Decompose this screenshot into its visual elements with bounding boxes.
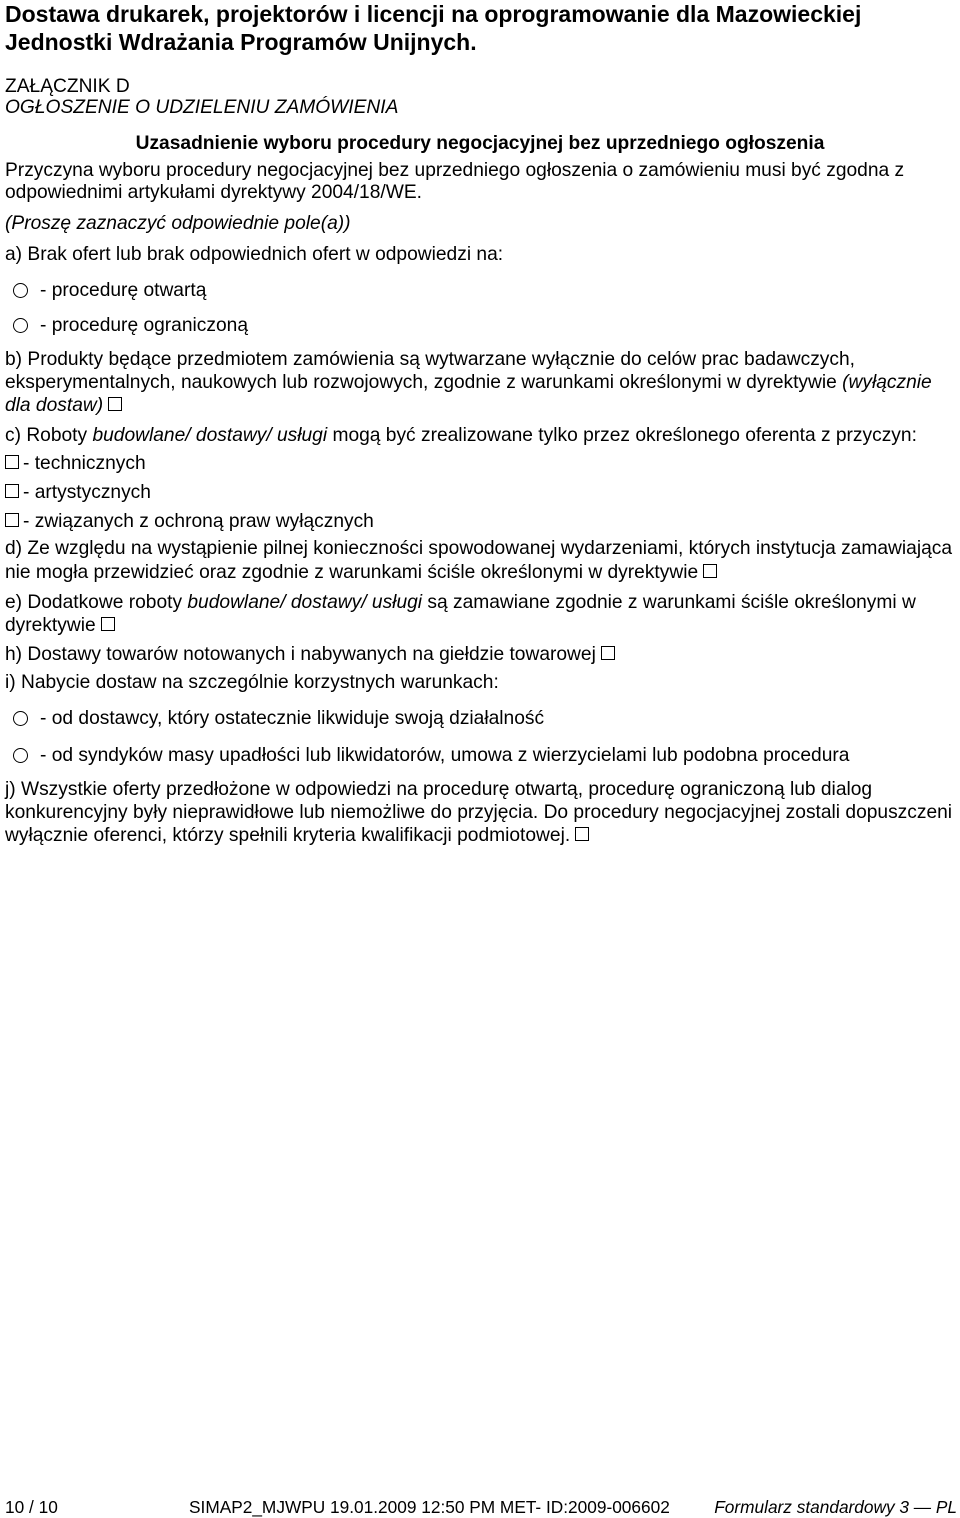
radio-option-restricted-procedure[interactable] <box>13 314 248 337</box>
radio-option-label: - od dostawcy, który ostatecznie likwiduje swoją działalność <box>40 707 545 729</box>
reason-e-contract-types: budowlane/ dostawy/ usługi <box>187 591 423 613</box>
section-intro: Przyczyna wyboru procedury negocjacyjnej bez uprzedniego ogłoszenia o zamówieniu musi być zgodna z odpowiednimi artykułami dyrektywy 2004/18/WE. <box>5 160 905 203</box>
checkbox-option-exclusive-rights[interactable] <box>5 510 959 533</box>
checkbox-option-artistic[interactable] <box>5 481 959 504</box>
radio-option-label: - od syndyków masy upadłości lub likwidatorów, umowa z wierzycielami lub podobna procedura <box>40 744 850 766</box>
instruction-text: (Proszę zaznaczyć odpowiednie pole(a)) <box>5 212 351 234</box>
reason-j <box>5 778 959 847</box>
reason-i-text: i) Nabycie dostaw na szczególnie korzystnych warunkach: <box>5 671 499 693</box>
reason-j-text: j) Wszystkie oferty przedłożone w odpowiedzi na procedurę otwartą, procedurę ograniczoną lub dialog konkurencyjny były nieprawidłowe lub niemożliwe do przyjęcia. Do procedury negocjacyjnej zostali dopuszczeni wyłącznie oferenci, którzy spełnili kryteria kwalifikacji podmiotowej. <box>5 778 953 846</box>
checkbox[interactable] <box>5 455 19 469</box>
reason-e <box>5 591 959 637</box>
page-number: 10 / 10 <box>5 1497 58 1517</box>
document-title: Dostawa drukarek, projektorów i licencji na oprogramowanie dla Mazowieckiej Jednostki Wdrażania Programów Unijnych. <box>5 1 862 55</box>
radio-option-open-procedure[interactable] <box>13 279 206 302</box>
radio-option-receivers-liquidators[interactable] <box>13 744 849 767</box>
reason-a-text: a) Brak ofert lub brak odpowiednich ofert w odpowiedzi na: <box>5 243 504 265</box>
reason-h <box>5 643 959 666</box>
reason-e-text-before: e) Dodatkowe roboty <box>5 591 183 613</box>
radio-option-label: - procedurę ograniczoną <box>40 314 248 336</box>
reason-b-note: (wyłącznie dla dostaw) <box>5 371 932 416</box>
reason-c-text-after: mogą być zrealizowane tylko przez określonego oferenta z przyczyn: <box>332 424 917 446</box>
reason-c-text-before: c) Roboty <box>5 424 88 446</box>
checkbox-option-label: - związanych z ochroną praw wyłącznych <box>23 510 374 532</box>
reason-e-checkbox[interactable] <box>101 617 115 631</box>
reason-d <box>5 537 959 585</box>
reason-d-text: d) Ze względu na wystąpienie pilnej konieczności spowodowanej wydarzeniami, których instytucja zamawiająca nie mogła przewidzieć oraz zgodnie z warunkami ściśle określonymi w dyrektywie <box>5 538 953 583</box>
reason-b-checkbox[interactable] <box>108 397 122 411</box>
checkbox-option-label: - technicznych <box>23 452 146 474</box>
reason-e-text-after: są zamawiane zgodnie z warunkami ściśle określonymi w dyrektywie <box>5 591 916 636</box>
annex-label: ZAŁĄCZNIK D <box>5 75 130 97</box>
reason-b-text: b) Produkty będące przedmiotem zamówienia są wytwarzane wyłącznie do celów prac badawczych, eksperymentalnych, naukowych lub rozwojowych, zgodnie z warunkami określonymi w dyrektywie <box>5 348 855 393</box>
checkbox-option-technical[interactable] <box>5 452 959 475</box>
annex-header <box>5 76 959 118</box>
reason-j-checkbox[interactable] <box>575 827 589 841</box>
radio-option-label: - procedurę otwartą <box>40 279 207 301</box>
form-name: Formularz standardowy 3 — PL <box>714 1497 957 1517</box>
reason-c <box>5 424 959 447</box>
reason-b <box>5 348 959 417</box>
reason-d-checkbox[interactable] <box>703 564 717 578</box>
radio-option-supplier-winding-up[interactable] <box>13 707 544 730</box>
radio-button[interactable] <box>13 748 28 763</box>
checkbox[interactable] <box>5 484 19 498</box>
checkbox[interactable] <box>5 513 19 527</box>
reason-h-checkbox[interactable] <box>601 646 615 660</box>
radio-button[interactable] <box>13 711 28 726</box>
radio-button[interactable] <box>13 283 28 298</box>
section-heading: Uzasadnienie wyboru procedury negocjacyjnej bez uprzedniego ogłoszenia <box>135 132 825 154</box>
checkbox-option-label: - artystycznych <box>23 481 151 503</box>
notice-type: OGŁOSZENIE O UDZIELENIU ZAMÓWIENIA <box>5 96 399 118</box>
document-reference: SIMAP2_MJWPU 19.01.2009 12:50 PM MET- ID:2009-006602 <box>189 1497 670 1517</box>
radio-button[interactable] <box>13 318 28 333</box>
reason-c-contract-types: budowlane/ dostawy/ usługi <box>92 424 328 446</box>
reason-h-text: h) Dostawy towarów notowanych i nabywanych na giełdzie towarowej <box>5 643 596 665</box>
